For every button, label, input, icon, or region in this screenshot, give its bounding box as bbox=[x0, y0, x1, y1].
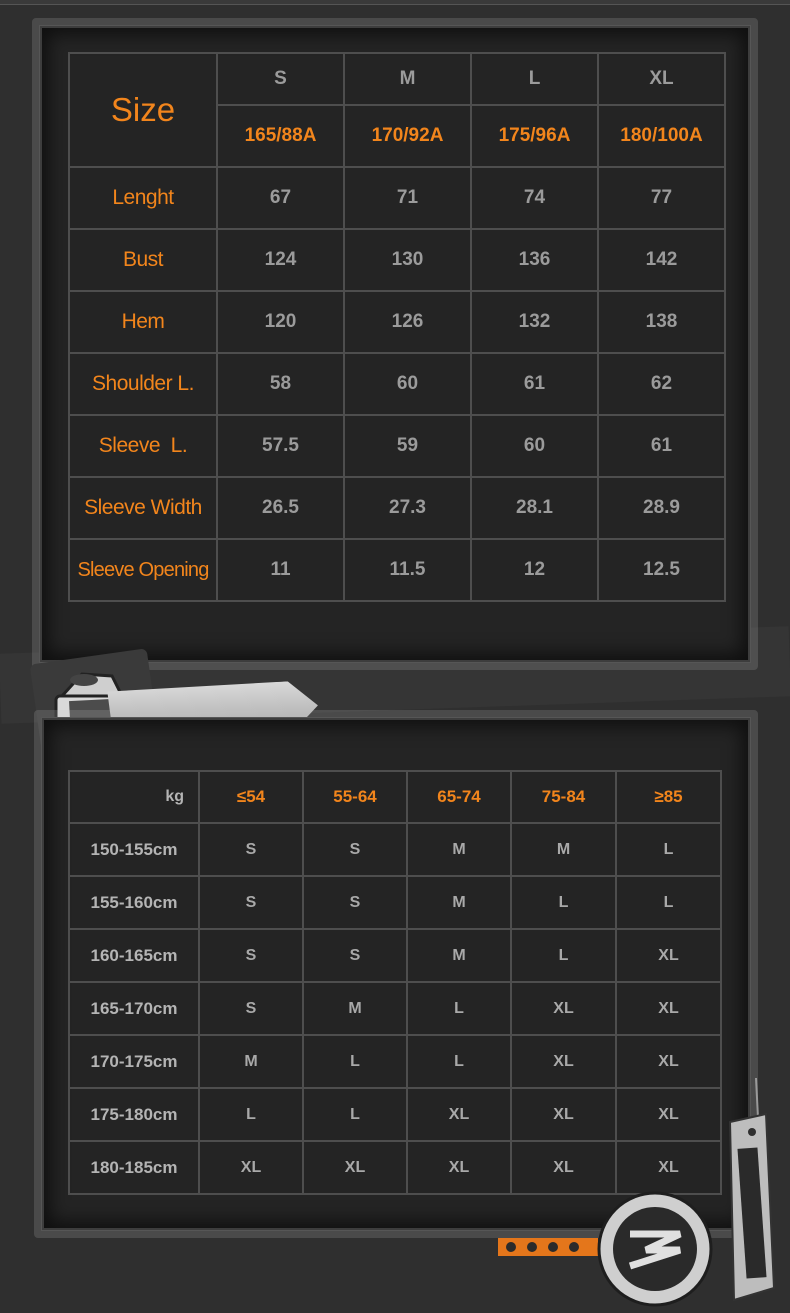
cell-value: 26.5 bbox=[217, 477, 344, 539]
weight-range: 65-74 bbox=[407, 771, 511, 823]
spec-l: 175/96A bbox=[471, 105, 598, 167]
row-label: Bust bbox=[69, 229, 217, 291]
size-cell: L bbox=[511, 876, 616, 929]
height-label: 180-185cm bbox=[69, 1141, 199, 1194]
size-corner-label: Size bbox=[69, 53, 217, 167]
brand-badge-icon bbox=[596, 1190, 714, 1308]
cell-value: 132 bbox=[471, 291, 598, 353]
size-cell: L bbox=[407, 1035, 511, 1088]
cell-value: 57.5 bbox=[217, 415, 344, 477]
cell-value: 61 bbox=[598, 415, 725, 477]
size-cell: M bbox=[407, 876, 511, 929]
size-cell: XL bbox=[616, 1035, 721, 1088]
size-header-row bbox=[69, 53, 725, 105]
cell-value: 12.5 bbox=[598, 539, 725, 601]
size-cell: XL bbox=[616, 929, 721, 982]
size-cell: S bbox=[199, 982, 303, 1035]
size-cell: L bbox=[303, 1088, 407, 1141]
cell-value: 71 bbox=[344, 167, 471, 229]
height-row bbox=[69, 876, 721, 929]
row-label: Shoulder L. bbox=[69, 353, 217, 415]
cell-value: 11 bbox=[217, 539, 344, 601]
height-label: 155-160cm bbox=[69, 876, 199, 929]
weight-range: 55-64 bbox=[303, 771, 407, 823]
size-col-l: L bbox=[471, 53, 598, 105]
cell-value: 77 bbox=[598, 167, 725, 229]
cell-value: 136 bbox=[471, 229, 598, 291]
cell-value: 62 bbox=[598, 353, 725, 415]
weight-range: 75-84 bbox=[511, 771, 616, 823]
size-cell: XL bbox=[511, 1141, 616, 1194]
cell-value: 61 bbox=[471, 353, 598, 415]
weight-range: ≥85 bbox=[616, 771, 721, 823]
measure-row bbox=[69, 167, 725, 229]
cell-value: 67 bbox=[217, 167, 344, 229]
size-cell: M bbox=[407, 929, 511, 982]
perforated-strip bbox=[498, 1238, 598, 1256]
cell-value: 27.3 bbox=[344, 477, 471, 539]
height-label: 175-180cm bbox=[69, 1088, 199, 1141]
height-row bbox=[69, 1035, 721, 1088]
measure-row bbox=[69, 415, 725, 477]
measure-row bbox=[69, 291, 725, 353]
size-cell: S bbox=[303, 823, 407, 876]
height-label: 160-165cm bbox=[69, 929, 199, 982]
row-label: Sleeve Opening bbox=[69, 539, 217, 601]
cell-value: 60 bbox=[344, 353, 471, 415]
height-row bbox=[69, 1088, 721, 1141]
cell-value: 28.9 bbox=[598, 477, 725, 539]
weight-header-row bbox=[69, 771, 721, 823]
size-col-m: M bbox=[344, 53, 471, 105]
size-cell: L bbox=[407, 982, 511, 1035]
size-cell: XL bbox=[511, 982, 616, 1035]
cell-value: 28.1 bbox=[471, 477, 598, 539]
top-divider bbox=[0, 0, 790, 5]
measure-row bbox=[69, 353, 725, 415]
size-cell: L bbox=[616, 876, 721, 929]
cell-value: 126 bbox=[344, 291, 471, 353]
height-label: 150-155cm bbox=[69, 823, 199, 876]
cell-value: 60 bbox=[471, 415, 598, 477]
cell-value: 130 bbox=[344, 229, 471, 291]
size-cell: S bbox=[199, 876, 303, 929]
cell-value: 138 bbox=[598, 291, 725, 353]
size-cell: XL bbox=[407, 1088, 511, 1141]
size-col-xl: XL bbox=[598, 53, 725, 105]
size-cell: M bbox=[407, 823, 511, 876]
size-cell: S bbox=[303, 929, 407, 982]
height-row bbox=[69, 823, 721, 876]
height-row bbox=[69, 982, 721, 1035]
row-label: Sleeve L. bbox=[69, 415, 217, 477]
height-row bbox=[69, 929, 721, 982]
cell-value: 59 bbox=[344, 415, 471, 477]
size-col-s: S bbox=[217, 53, 344, 105]
cell-value: 11.5 bbox=[344, 539, 471, 601]
cell-value: 12 bbox=[471, 539, 598, 601]
row-label: Hem bbox=[69, 291, 217, 353]
hang-tag-icon bbox=[712, 1078, 776, 1304]
cell-value: 142 bbox=[598, 229, 725, 291]
cell-value: 124 bbox=[217, 229, 344, 291]
size-chart-table bbox=[68, 52, 726, 602]
size-cell: XL bbox=[407, 1141, 511, 1194]
size-cell: M bbox=[511, 823, 616, 876]
size-cell: XL bbox=[511, 1035, 616, 1088]
cell-value: 58 bbox=[217, 353, 344, 415]
size-cell: L bbox=[616, 823, 721, 876]
size-cell: XL bbox=[303, 1141, 407, 1194]
size-chart-card bbox=[42, 28, 748, 660]
row-label: Lenght bbox=[69, 167, 217, 229]
size-cell: M bbox=[199, 1035, 303, 1088]
height-label: 165-170cm bbox=[69, 982, 199, 1035]
height-label: 170-175cm bbox=[69, 1035, 199, 1088]
weight-unit-label: kg bbox=[69, 771, 199, 823]
size-cell: XL bbox=[616, 982, 721, 1035]
size-cell: XL bbox=[199, 1141, 303, 1194]
measure-row bbox=[69, 477, 725, 539]
measure-row bbox=[69, 539, 725, 601]
size-cell: XL bbox=[616, 1088, 721, 1141]
measure-row bbox=[69, 229, 725, 291]
spec-m: 170/92A bbox=[344, 105, 471, 167]
fit-chart-card bbox=[44, 720, 748, 1228]
spec-xl: 180/100A bbox=[598, 105, 725, 167]
fit-chart-table bbox=[68, 770, 722, 1195]
row-label: Sleeve Width bbox=[69, 477, 217, 539]
size-cell: L bbox=[511, 929, 616, 982]
height-row bbox=[69, 1141, 721, 1194]
size-cell: M bbox=[303, 982, 407, 1035]
spec-s: 165/88A bbox=[217, 105, 344, 167]
cell-value: 120 bbox=[217, 291, 344, 353]
cell-value: 74 bbox=[471, 167, 598, 229]
size-cell: S bbox=[303, 876, 407, 929]
size-cell: L bbox=[199, 1088, 303, 1141]
size-cell: XL bbox=[511, 1088, 616, 1141]
size-cell: S bbox=[199, 823, 303, 876]
size-cell: L bbox=[303, 1035, 407, 1088]
size-cell: XL bbox=[616, 1141, 721, 1194]
size-cell: S bbox=[199, 929, 303, 982]
weight-range: ≤54 bbox=[199, 771, 303, 823]
